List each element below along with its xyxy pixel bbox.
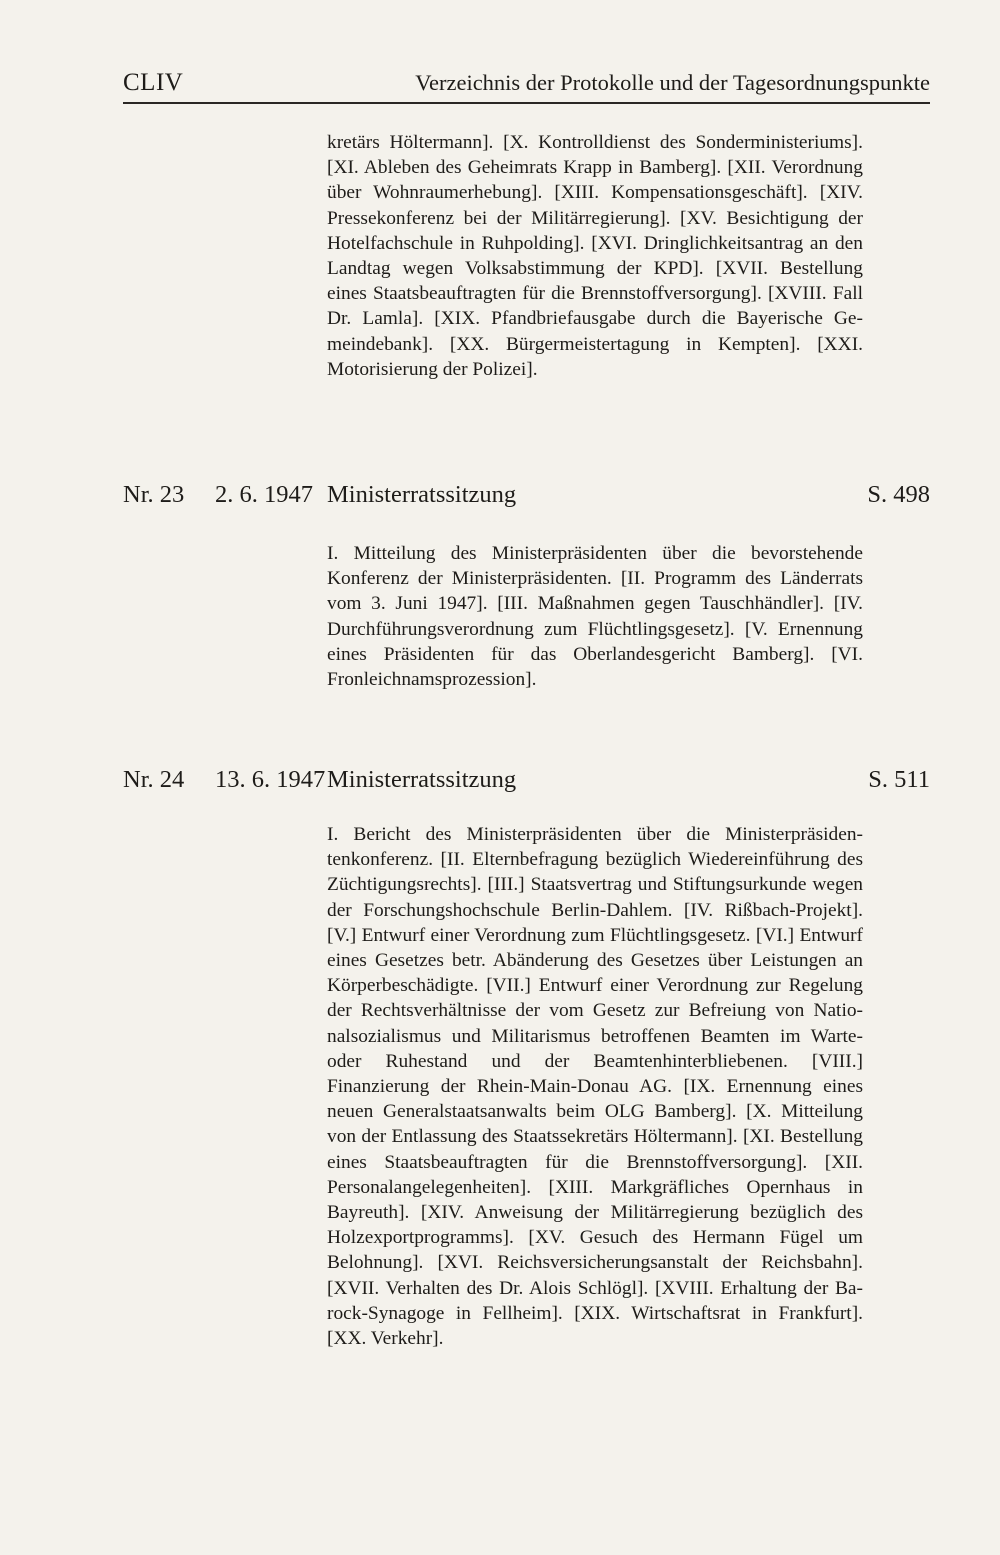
entry-heading-nr-24 — [123, 763, 930, 797]
continuation-text: kretärs Höltermann]. [X. Kontrolldienst des Sonderministeriums]. [XI. Ableben des Geheimrats Krapp in Bamberg]. [XII. Verordnung über Wohnraumerhebung]. [XIII. Kompensationsgeschäft]. [XIV. Pressekonferenz bei der Militärregierung]. [XV. Besichtigung der Hotelfachschule in Ruhpolding]. [XVI. Dringlichkeitsantrag an den Landtag wegen Volksabstimmung der KPD]. [XVII. Bestellung eines Staatsbeauftragten für die Brennstoffversorgung]. [XVIII. Fall Dr. Lamla]. [XIX. Pfandbriefausgabe durch die Bayerische Gemeindebank]. [XX. Bürgermeistertagung in Kempten]. [XXI. Motorisierung der Polizei]. — [327, 132, 863, 380]
entry-date: 2. 6. 1947 — [215, 481, 313, 508]
running-title: Verzeichnis der Protokolle und der Tagesordnungspunkte — [415, 70, 930, 95]
entry-title: Ministerratssitzung — [327, 481, 517, 508]
agenda-text-nr-24: I. Bericht des Ministerpräsidenten über die Ministerpräsidentenkonferenz. [II. Elternbefragung bezüglich Wiedereinführung des Züchtigungsrechts]. [III.] Staatsvertrag und Stiftungsurkunde wegen der Forschungshochschule Berlin-Dahlem. [IV. Rißbach-Projekt]. [V.] Entwurf einer Verordnung zum Flüchtlingsgesetz. [VI.] Entwurf eines Gesetzes betr. Abänderung des Gesetzes über Leistungen an Körperbeschädigte. [VII.] Entwurf einer Verordnung zur Regelung der Rechtsverhältnisse der vom Gesetz zur Befreiung von Nationalsozialismus und Militarismus betroffenen Beamten im Warte- oder Ruhestand und der Beamtenhinterbliebenen. [VIII.] Finanzierung der Rhein-Main-Donau AG. [IX. Ernennung eines neuen Generalstaatsanwalts beim OLG Bamberg]. [X. Mitteilung von der Entlassung des Staatssekretärs Höltermann]. [XI. Bestellung eines Staatsbeauftragten für die Brennstoffversorgung]. [XII. Personalangelegenheiten]. [XIII. Markgräfliches Opernhaus in Bayreuth]. [XIV. Anweisung der Militärregierung bezüglich des Holzexportprogramms]. [XV. Gesuch des Hermann Fügel um Belohnung]. [XVI. Reichsversicherungsanstalt der Reichsbahn]. [XVII. Verhalten des Dr. Alois Schlögl]. [XVIII. Erhaltung der Barock-Synagoge in Fellheim]. [XIX. Wirtschaftsrat in Frankfurt]. [XX. Verkehr]. — [327, 824, 863, 1350]
entry-date: 13. 6. 1947 — [215, 766, 326, 793]
page-header — [123, 66, 930, 100]
entry-page-reference: S. 511 — [868, 766, 930, 793]
entry-number: Nr. 24 — [123, 766, 185, 793]
page-number: CLIV — [123, 69, 184, 96]
entry-title: Ministerratssitzung — [327, 766, 517, 793]
entry-number: Nr. 23 — [123, 481, 185, 508]
header-rule — [123, 102, 930, 104]
entry-page-reference: S. 498 — [867, 481, 930, 508]
entry-heading-nr-23 — [123, 478, 930, 512]
agenda-text-nr-23: I. Mitteilung des Ministerpräsidenten über die bevorstehende Konferenz der Ministerpräsidenten. [II. Programm des Länderrats vom 3. Juni 1947]. [III. Maßnahmen gegen Tauschhändler]. [IV. Durchführungsverordnung zum Flüchtlingsgesetz]. [V. Ernennung eines Präsidenten für das Oberlandesgericht Bamberg]. [VI. Fronleichnamsprozession]. — [327, 543, 863, 691]
